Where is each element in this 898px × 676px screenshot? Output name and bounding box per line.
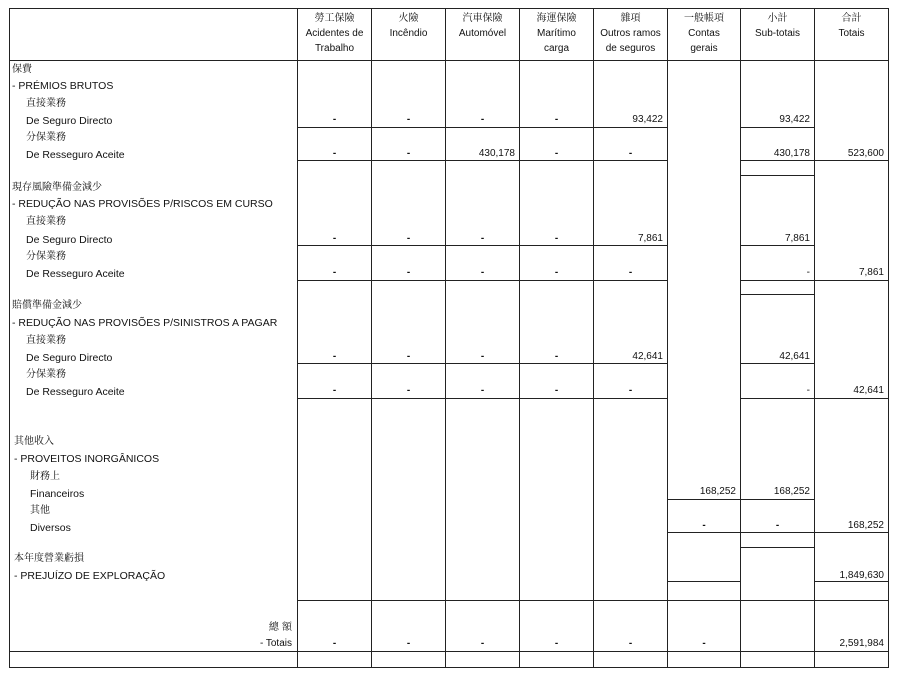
col-header-acidentes: 勞工保險 Acidentes de Trabalho xyxy=(305,13,364,54)
col-sep-2 xyxy=(371,8,372,668)
cell: - xyxy=(628,385,633,396)
cell: - xyxy=(628,148,633,159)
cell: - xyxy=(554,351,559,362)
cell: - xyxy=(480,385,485,396)
totals-label: - Totais xyxy=(259,638,292,649)
row-label: Diversos xyxy=(30,522,71,534)
cell: - xyxy=(628,638,633,649)
rule xyxy=(740,280,888,281)
col-sep-5 xyxy=(593,8,594,668)
col-sep-1 xyxy=(297,8,298,668)
cell: 93,422 xyxy=(632,114,663,125)
col-header-contas-gerais: 一般帳項 Contas gerais xyxy=(684,13,724,54)
rule xyxy=(297,363,667,364)
rule xyxy=(297,398,667,399)
section-title: - REDUÇÃO NAS PROVISÕES P/RISCOS EM CURSO xyxy=(12,198,273,210)
row-label: Financeiros xyxy=(30,488,85,500)
cell: - xyxy=(332,638,337,649)
cell: - xyxy=(480,233,485,244)
rule xyxy=(667,532,888,533)
cell: - xyxy=(406,638,411,649)
row-label-zh: 直接業務 xyxy=(26,98,66,109)
col-sep-4 xyxy=(519,8,520,668)
section-label-zh: 現存風險準備金減少 xyxy=(12,182,102,193)
section-total: 1,849,630 xyxy=(839,570,884,581)
totals-label-zh: 總 額 xyxy=(268,622,292,633)
row-label-zh: 直接業務 xyxy=(26,216,66,227)
section-label-zh: 本年度營業虧損 xyxy=(14,553,84,564)
rule xyxy=(740,175,814,176)
section-title: - PROVEITOS INORGÂNICOS xyxy=(14,453,160,465)
section-total: 523,600 xyxy=(847,148,884,159)
col-sep-6 xyxy=(667,8,668,668)
cell: 168,252 xyxy=(699,486,736,497)
cell: - xyxy=(775,520,780,531)
section-title: - REDUÇÃO NAS PROVISÕES P/SINISTROS A PAGAR xyxy=(12,317,278,329)
section-total: 168,252 xyxy=(847,520,884,531)
col-header-totais: 合計 Totais xyxy=(838,13,865,39)
row-label: De Seguro Directo xyxy=(26,234,113,246)
grand-total: 2,591,984 xyxy=(839,638,884,649)
row-label-zh: 分保業務 xyxy=(26,369,66,380)
cell: - xyxy=(332,351,337,362)
rule xyxy=(297,245,667,246)
cell: - xyxy=(554,385,559,396)
col-header-subtotais: 小計 Sub-totais xyxy=(754,13,801,39)
section-label-zh: 保費 xyxy=(12,64,32,75)
cell: - xyxy=(806,267,810,278)
rule xyxy=(740,363,814,364)
row-label: De Resseguro Aceite xyxy=(26,149,125,161)
cell: - xyxy=(554,114,559,125)
cell: 168,252 xyxy=(773,486,810,497)
cell: - xyxy=(554,267,559,278)
cell: - xyxy=(332,233,337,244)
cell: - xyxy=(332,385,337,396)
row-label-zh: 其他 xyxy=(30,505,50,516)
cell: - xyxy=(806,385,810,396)
col-header-automovel: 汽車保險 Automóvel xyxy=(458,13,507,39)
cell: - xyxy=(406,351,411,362)
row-label-zh: 直接業務 xyxy=(26,335,66,346)
cell: - xyxy=(480,267,485,278)
table-bottom-border xyxy=(9,667,889,668)
rule xyxy=(667,499,814,500)
col-sep-7 xyxy=(740,8,741,668)
row-label: De Seguro Directo xyxy=(26,115,113,127)
section-total: 7,861 xyxy=(858,267,884,278)
rule xyxy=(667,581,740,582)
section-label-zh: 其他收入 xyxy=(14,436,54,447)
row-label: De Resseguro Aceite xyxy=(26,386,125,398)
col-header-incendio: 火險 Incêndio xyxy=(389,13,428,39)
rule xyxy=(740,127,814,128)
cell: 7,861 xyxy=(784,233,810,244)
header-bottom-border xyxy=(9,60,889,61)
rule xyxy=(740,398,888,399)
cell: - xyxy=(554,638,559,649)
cell: - xyxy=(332,267,337,278)
rule xyxy=(740,245,814,246)
col-sep-8 xyxy=(814,8,815,668)
rule xyxy=(297,280,667,281)
cell: 93,422 xyxy=(779,114,810,125)
row-label: De Resseguro Aceite xyxy=(26,268,125,280)
cell: - xyxy=(332,114,337,125)
table-top-border xyxy=(9,8,889,9)
section-label-zh: 賠償準備金減少 xyxy=(12,300,82,311)
row-label: De Seguro Directo xyxy=(26,352,113,364)
col-sep-3 xyxy=(445,8,446,668)
cell: - xyxy=(554,148,559,159)
row-label-zh: 財務上 xyxy=(30,471,60,482)
cell: - xyxy=(406,114,411,125)
cell: - xyxy=(406,233,411,244)
section-title: - PREJUÍZO DE EXPLORAÇÃO xyxy=(14,570,166,582)
cell: - xyxy=(480,351,485,362)
cell: - xyxy=(628,267,633,278)
cell: - xyxy=(406,148,411,159)
table-left-border xyxy=(9,8,10,668)
cell: - xyxy=(332,148,337,159)
section-total: 42,641 xyxy=(853,385,884,396)
cell: - xyxy=(480,114,485,125)
cell: - xyxy=(480,638,485,649)
table-right-border xyxy=(888,8,889,668)
cell: - xyxy=(406,385,411,396)
cell: - xyxy=(554,233,559,244)
cell: 430,178 xyxy=(478,148,515,159)
rule xyxy=(297,127,667,128)
rule xyxy=(740,294,814,295)
col-header-outros: 雜項 Outros ramos de seguros xyxy=(600,13,661,54)
rule xyxy=(297,160,667,161)
cell: - xyxy=(406,267,411,278)
rule xyxy=(740,547,814,548)
section-title: - PRÉMIOS BRUTOS xyxy=(12,80,114,92)
cell: - xyxy=(702,638,706,649)
cell: 430,178 xyxy=(773,148,810,159)
row-label-zh: 分保業務 xyxy=(26,251,66,262)
cell: 7,861 xyxy=(637,233,663,244)
rule xyxy=(9,651,888,652)
rule xyxy=(297,600,888,601)
cell: - xyxy=(702,520,706,531)
rule xyxy=(740,160,888,161)
cell: 42,641 xyxy=(632,351,663,362)
col-header-maritimo: 海運保險 Marítimo carga xyxy=(536,13,577,54)
row-label-zh: 分保業務 xyxy=(26,132,66,143)
cell: 42,641 xyxy=(779,351,810,362)
